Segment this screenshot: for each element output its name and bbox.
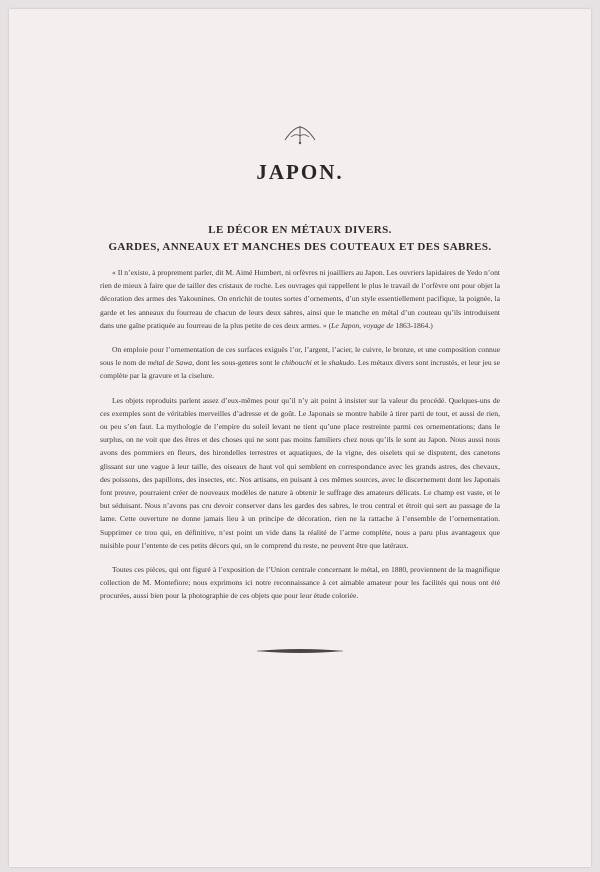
citation: (Le Japon, voyage de 1863-1864.) <box>328 320 433 330</box>
rule-ornament-icon <box>257 647 343 655</box>
paragraph-metals: On emploie pour l’ornementation de ces surfaces exiguës l’or, l’argent, l’acier, le cuivre, le bronze, et une composition connue sous le nom de métal de Sawa, dont les sous-genres sont le chibouchi et le shakudo. Les métaux divers sont incrustés, et leur jeu se complète par la gravure et la ciselure. <box>100 345 501 381</box>
paragraph-collection: Toutes ces pièces, qui ont figuré à l’exposition de l’Union centrale concernant le métal, en 1880, proviennent de la magnifique collection de M. Montefiore; nous exprimons ici notre reconnaissance à cet aimable amateur pour les facilités qui nous ont été procurées, aussi bien pour la photographie de ces objets que pour leur étude coloriée. <box>100 565 500 601</box>
body-text <box>100 266 500 614</box>
paragraph-objects: Les objets reproduits parlent assez d’eux-mêmes pour qu’il n’y ait point à insister sur la valeur du procédé. Quelques-uns de ces exemples sont de véritables merveilles d’adresse et de goût. Le Japonais se montre habile à tirer parti de tout, et aussi de rien, ou peu s’en faut. La mythologie de l’empire du soleil levant ne tient qu’une place restreinte parmi ces ornementations; dans le surplus, on ne voit que des êtres et des choses qui ne sont pas moins familiers chez nous qu’ils le sont au Japon. Nous aussi nous avons des pommiers en fleurs, des hirondelles terrestres et aquatiques, de la vigne, des oiselets qui se disputent, des canetons glissant sur une vague à leur taille, des oiseaux de haut vol qui semblent en correspondance avec les grands astres, des chevaux, des poissons, des papillons, des insectes, etc. Nos artisans, en puisant à ces mêmes sources, avec le discernement dont les Japonais font preuve, pourraient créer de nouveaux modèles de nature à obtenir le suffrage des amateurs délicats. Le champ est vaste, et le but séduisant. Nous n’avons pas cru devoir conserver dans les gardes des sabres, le trou central et étroit qui sert au passage de la lame. Cette ouverture ne donne jamais lieu à un principe de décoration, rien ne la rattache à l’ensemble de l’ornementation. Supprimer ce trou qui, en définitive, n’est point un vide dans la réalité de l’arme complète, nous a paru plus avantageux que nuisible pour l’entente de ces petits décors qui, on le comprend du reste, ne peuvent être que latéraux. <box>100 395 500 550</box>
page-title: JAPON. <box>256 160 344 184</box>
term-shakudo: shakudo <box>328 358 354 368</box>
citation-work: Le Japon, voyage de <box>331 320 394 330</box>
fleuron-ornament-icon <box>283 124 317 146</box>
quote-paragraph <box>100 266 500 332</box>
citation-years: 1863-1864. <box>393 320 431 330</box>
term-metal-de-sawa: métal de Sawa <box>147 358 193 368</box>
term-chibouchi: chibouchi <box>281 358 312 368</box>
quote-text: « Il n’existe, à proprement parler, dit M. Aimé Humbert, ni orfèvres ni joailliers au Japon. Les ouvriers lapidaires de Yedo n’ont rien de mieux à faire que de tailler des cristaux de roche. Les ouvrages qui rappellent le plus le travail de l’orfèvre ont pour objet la décoration des armes des Yakounines. On enrichit de toutes sortes d’ornements, d’un style essentiellement pacifique, la poignée, la garde et les anneaux du fourreau de chacun de leurs deux sabres, ainsi que le manche en métal d’un couteau qu’ils introduisent dans une gaîne pratiquée au fourreau de la plus petite de ces deux armes. » <box>100 268 500 330</box>
subtitle-line-1: LE DÉCOR EN MÉTAUX DIVERS. <box>208 224 392 236</box>
subtitle-line-2: GARDES, ANNEAUX ET MANCHES DES COUTEAUX ET DES SABRES. <box>108 241 492 253</box>
